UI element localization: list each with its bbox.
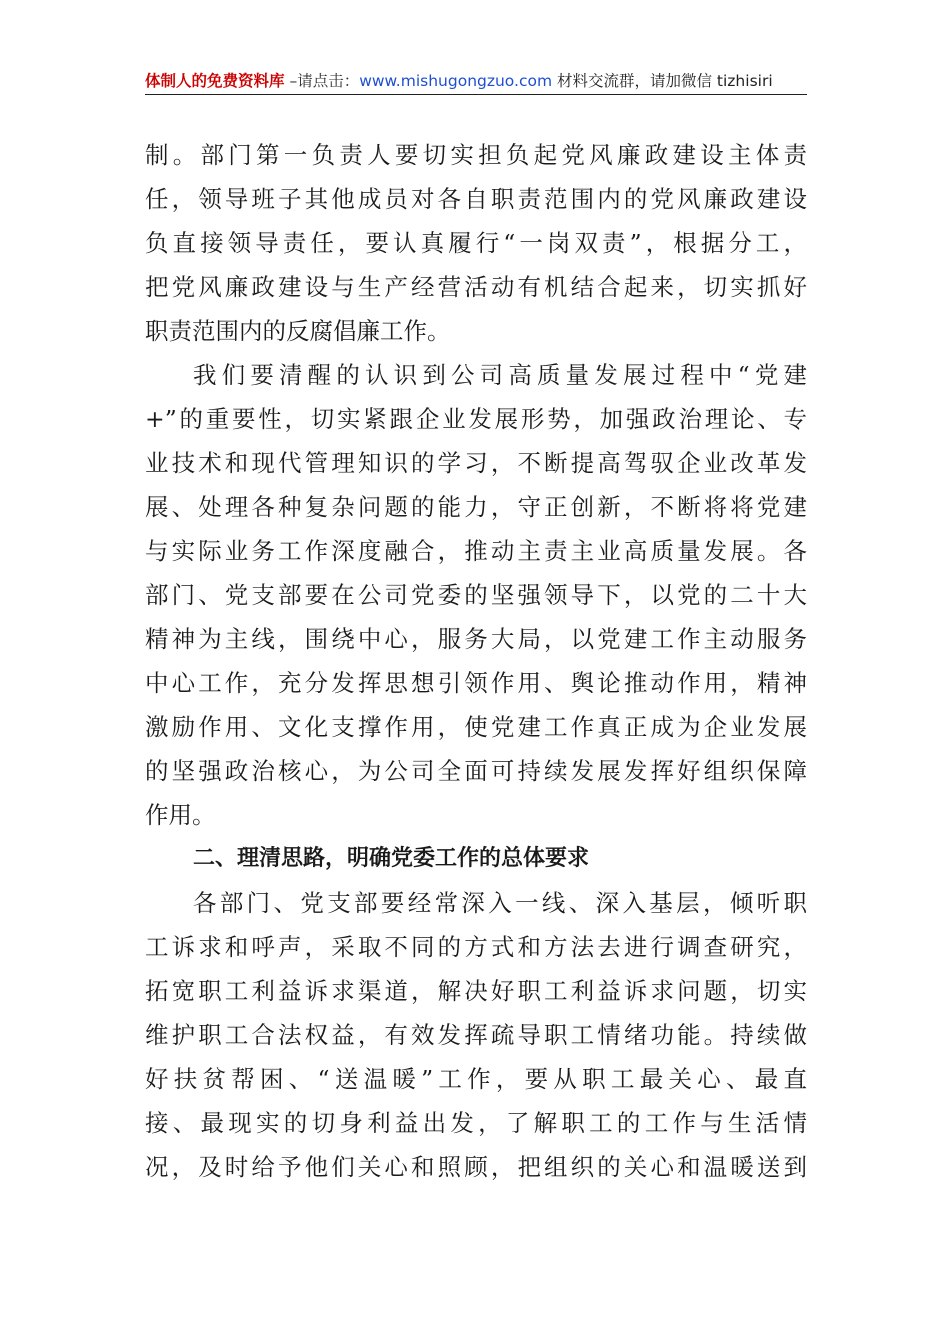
text-line: 负直接领导责任，要认真履行“一岗双责”，根据分工， [145,229,807,257]
text-line: 我们要清醒的认识到公司高质量发展过程中“党建 [193,361,807,389]
text-line: 好扶贫帮困、“送温暖”工作，要从职工最关心、最直 [145,1065,807,1093]
paragraph-2 [145,353,807,837]
header-brand: 体制人的免费资料库 [145,72,285,90]
header-wechat-note: 材料交流群，请加微信 tizhisiri [552,72,773,90]
text-line: 把党风廉政建设与生产经营活动有机结合起来，切实抓好 [145,273,807,301]
text-line: 接、最现实的切身利益出发，了解职工的工作与生活情 [145,1109,807,1137]
text-line: 作用。 [145,801,216,829]
text-line: 精神为主线，围绕中心，服务大局，以党建工作主动服务 [145,625,807,653]
text-line: 展、处理各种复杂问题的能力，守正创新，不断将将党建 [145,493,807,521]
text-line: 的坚强政治核心，为公司全面可持续发展发挥好组织保障 [145,757,807,785]
text-line: 维护职工合法权益，有效发挥疏导职工情绪功能。持续做 [145,1021,807,1049]
text-line: 部门、党支部要在公司党委的坚强领导下，以党的二十大 [145,581,807,609]
page-header [145,68,807,94]
text-line: 中心工作，充分发挥思想引领作用、舆论推动作用，精神 [145,669,807,697]
text-line: 工诉求和呼声，采取不同的方式和方法去进行调查研究， [145,933,807,961]
text-line: 任，领导班子其他成员对各自职责范围内的党风廉政建设 [145,185,807,213]
text-line: 各部门、党支部要经常深入一线、深入基层，倾听职 [193,889,807,917]
text-line: 制。部门第一负责人要切实担负起党风廉政建设主体责 [145,141,807,169]
header-prompt: –请点击： [284,72,360,90]
text-line: 况，及时给予他们关心和照顾，把组织的关心和温暖送到 [145,1153,807,1181]
section-heading: 二、理清思路，明确党委工作的总体要求 [193,846,590,871]
header-url-link[interactable]: www.mishugongzuo.com [359,72,553,90]
document-body [145,133,807,1189]
text-line: 与实际业务工作深度融合，推动主责主业高质量发展。各 [145,537,807,565]
text-line: 拓宽职工利益诉求渠道，解决好职工利益诉求问题，切实 [145,977,807,1005]
text-line: +”的重要性，切实紧跟企业发展形势，加强政治理论、专 [145,405,807,433]
text-line: 激励作用、文化支撑作用，使党建工作真正成为企业发展 [145,713,807,741]
paragraph-1 [145,133,807,353]
text-line: 职责范围内的反腐倡廉工作。 [145,317,451,345]
text-line: 业技术和现代管理知识的学习，不断提高驾驭企业改革发 [145,449,807,477]
paragraph-3 [145,881,807,1189]
header-divider [145,94,807,95]
